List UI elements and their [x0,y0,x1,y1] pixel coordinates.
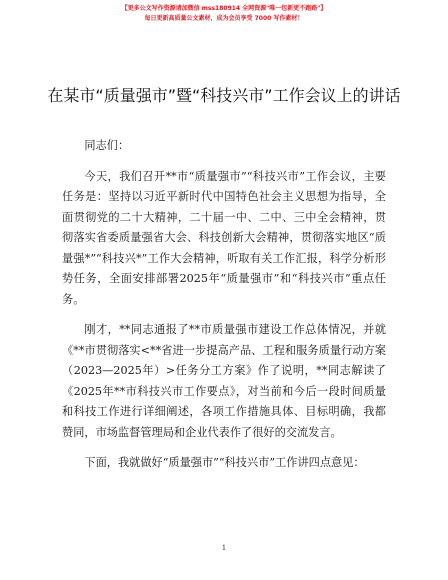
paragraph-3: 下面，我就做好“质量强市”“科技兴市”工作讲四点意见： [84,456,365,469]
promo-banner-line-1: 【更多公文写作资源请加微信 mss180914 全网资源"唯一包新更不跑路"】 [121,5,327,12]
greeting: 同志们： [84,139,130,152]
page-number: 1 [221,544,227,552]
paragraph-1: 今天，我们召开**市“质量强市”“科技兴市”工作会议，主要任务是：坚持以习近平新时代中国特色社会主义思想为指导，全面贯彻党的二十大精神，二十届一中、二中、三中全会精神，贯彻落实省委质量强省大会、科技创新大会精神，贯彻落实地区“质量强*”“科技兴*”工作大会精神，听取有关工作汇报，科学分析形势任务，全面安排部署2025年“质量强市”和“科技兴市”重点任务。 [62,169,386,306]
document-title: 在某市“质量强市”暨“科技兴市”工作会议上的讲话 [47,86,401,105]
promo-banner-line-2: 每日更新高质量公文素材，成为会员享受 7000 写作素材！ [144,15,304,22]
paragraph-2: 刚才，**同志通报了**市质量强市建设工作总体情况，并就《**市贯彻落实<**省进一步提高产品、工程和服务质量行动方案（2023—2025年）>任务分工方案》作了说明，**同志解读了《2025年**市科技兴市工作要点》，对当前和今后一段时间质量和科技工作进行详细阐述，各项工作措施具体、目标明确，我都赞同，市场监督管理局和企业代表作了很好的交流发言。 [62,323,386,439]
promo-banner [0,4,448,24]
document-body [62,136,386,474]
